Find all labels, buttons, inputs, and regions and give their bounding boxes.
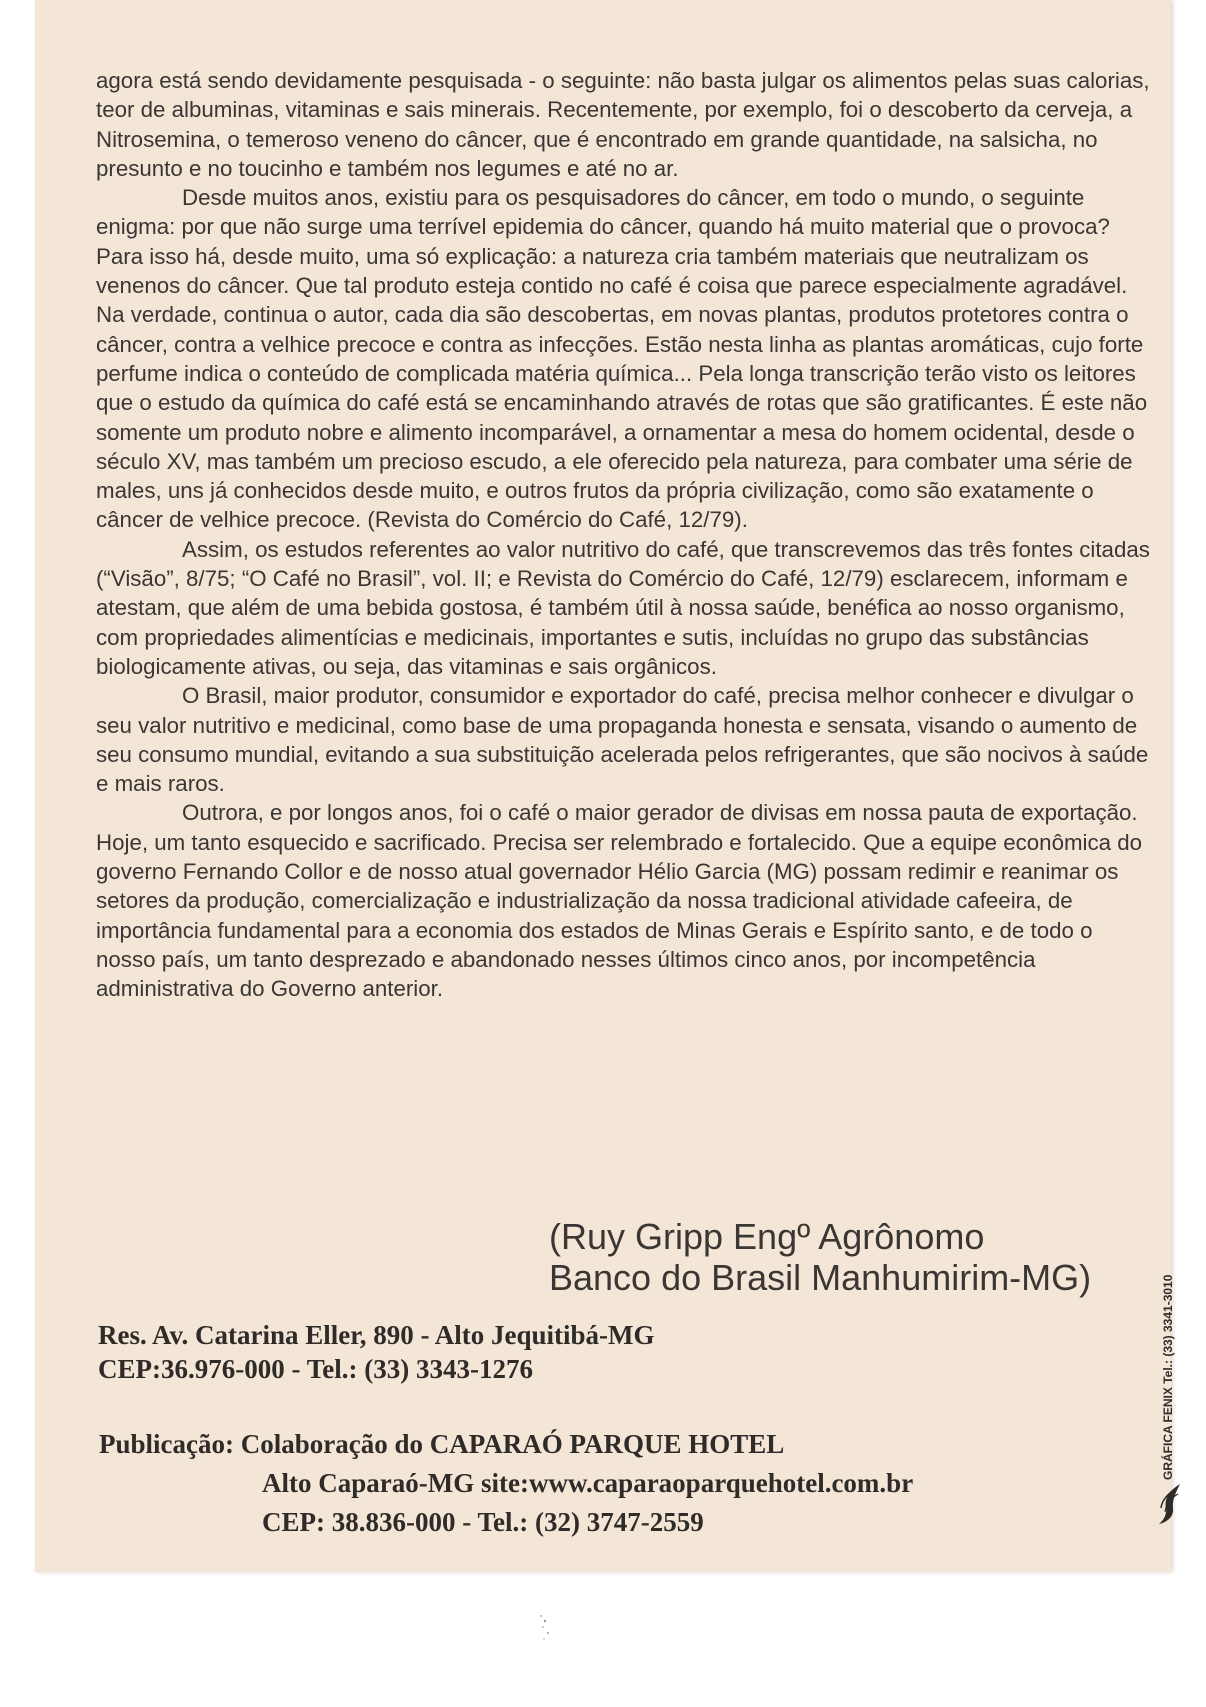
signature-author-line: (Ruy Gripp Engº Agrônomo [549, 1216, 985, 1257]
paragraph-5: Outrora, e por longos anos, foi o café o maior gerador de divisas em nossa pauta de exportação. Hoje, um tanto esquecido e sacrificado. Precisa ser relembrado e fortalecido. Que a equipe econômica do governo Fernando Collor e de nosso atual governador Hélio Garcia (MG) possam redimir e reanimar os setores da produção, comercialização e industrialização da nossa tradicional atividade cafeeira, de importância fundamental para a economia dos estados de Minas Gerais e Espírito santo, e de todo o nosso país, um tanto desprezado e abandonado nesses últimos cinco anos, por incompetência administrativa do Governo anterior. [96, 800, 1143, 1002]
article-body [96, 66, 1151, 1004]
address-street: Res. Av. Catarina Eller, 890 - Alto Jequitibá-MG [98, 1320, 655, 1350]
printer-credit-text: GRÁFICA FENIX Tel.: (33) 3341-3010 [1161, 1274, 1175, 1480]
paragraph-2: Desde muitos anos, existiu para os pesquisadores do câncer, em todo o mundo, o seguinte enigma: por que não surge uma terrível epidemia do câncer, quando há muito material que o provoca? Para isso há, desde muito, uma só explicação: a natureza cria também materiais que neutralizam os venenos do câncer. Que tal produto esteja contido no café é coisa que parece especialmente agradável. Na verdade, continua o autor, cada dia são descobertas, em novas plantas, produtos protetores contra o câncer, contra a velhice precoce e contra as infecções. Estão nesta linha as plantas aromáticas, cujo forte perfume indica o conteúdo de complicada matéria química... Pela longa transcrição terão visto os leitores que o estudo da química do café está se encaminhando através de rotas que são gratificantes. É este não somente um produto nobre e alimento incomparável, a ornamentar a mesa do homem ocidental, desde o século XV, mas também um precioso escudo, a ele oferecido pela natureza, para combater uma série de males, uns já conhecidos desde muito, e outros frutos da própria civilização, como são exatamente o câncer de velhice precoce. (Revista do Comércio do Café, 12/79). [96, 185, 1148, 533]
signature-affiliation-line: Banco do Brasil Manhumirim-MG) [549, 1257, 1092, 1298]
paper-speck-decoration [535, 1612, 555, 1642]
publication-site: Alto Caparaó-MG site:www.caparaoparquehotel.com.br [262, 1468, 914, 1498]
publication-title: Publicação: Colaboração do CAPARAÓ PARQUE HOTEL [99, 1429, 785, 1459]
document-page [35, 0, 1175, 1572]
paragraph-3: Assim, os estudos referentes ao valor nutritivo do café, que transcrevemos das três fontes citadas (“Visão”, 8/75; “O Café no Brasil”, vol. II; e Revista do Comércio do Café, 12/79) esclarecem, informam e atestam, que além de uma bebida gostosa, é também útil à nossa saúde, benéfica ao nosso organismo, com propriedades alimentícias e medicinais, importantes e sutis, incluídas no grupo das substâncias biologicamente ativas, ou seja, das vitaminas e sais orgânicos. [96, 536, 1150, 679]
paragraph-1: agora está sendo devidamente pesquisada - o seguinte: não basta julgar os alimentos pelas suas calorias, teor de albuminas, vitaminas e sais minerais. Recentemente, por exemplo, foi o descoberto da cerveja, a Nitrosemina, o temeroso veneno do câncer, que é encontrado em grande quantidade, na salsicha, no presunto e no toucinho e também nos legumes e até no ar. [96, 68, 1150, 181]
printer-credit [1156, 1274, 1184, 1530]
phoenix-logo-icon [1156, 1482, 1184, 1526]
paragraph-4: O Brasil, maior produtor, consumidor e exportador do café, precisa melhor conhecer e divulgar o seu valor nutritivo e medicinal, como base de uma propaganda honesta e sensata, visando o aumento de seu consumo mundial, evitando a sua substituição acelerada pelos refrigerantes, que são nocivos à saúde e mais raros. [96, 683, 1149, 797]
author-address [98, 1318, 655, 1386]
author-signature [549, 1216, 1091, 1298]
address-cep-phone: CEP:36.976-000 - Tel.: (33) 3343-1276 [98, 1354, 533, 1384]
publication-cep-phone: CEP: 38.836-000 - Tel.: (32) 3747-2559 [262, 1507, 704, 1537]
publication-credit [99, 1425, 913, 1542]
